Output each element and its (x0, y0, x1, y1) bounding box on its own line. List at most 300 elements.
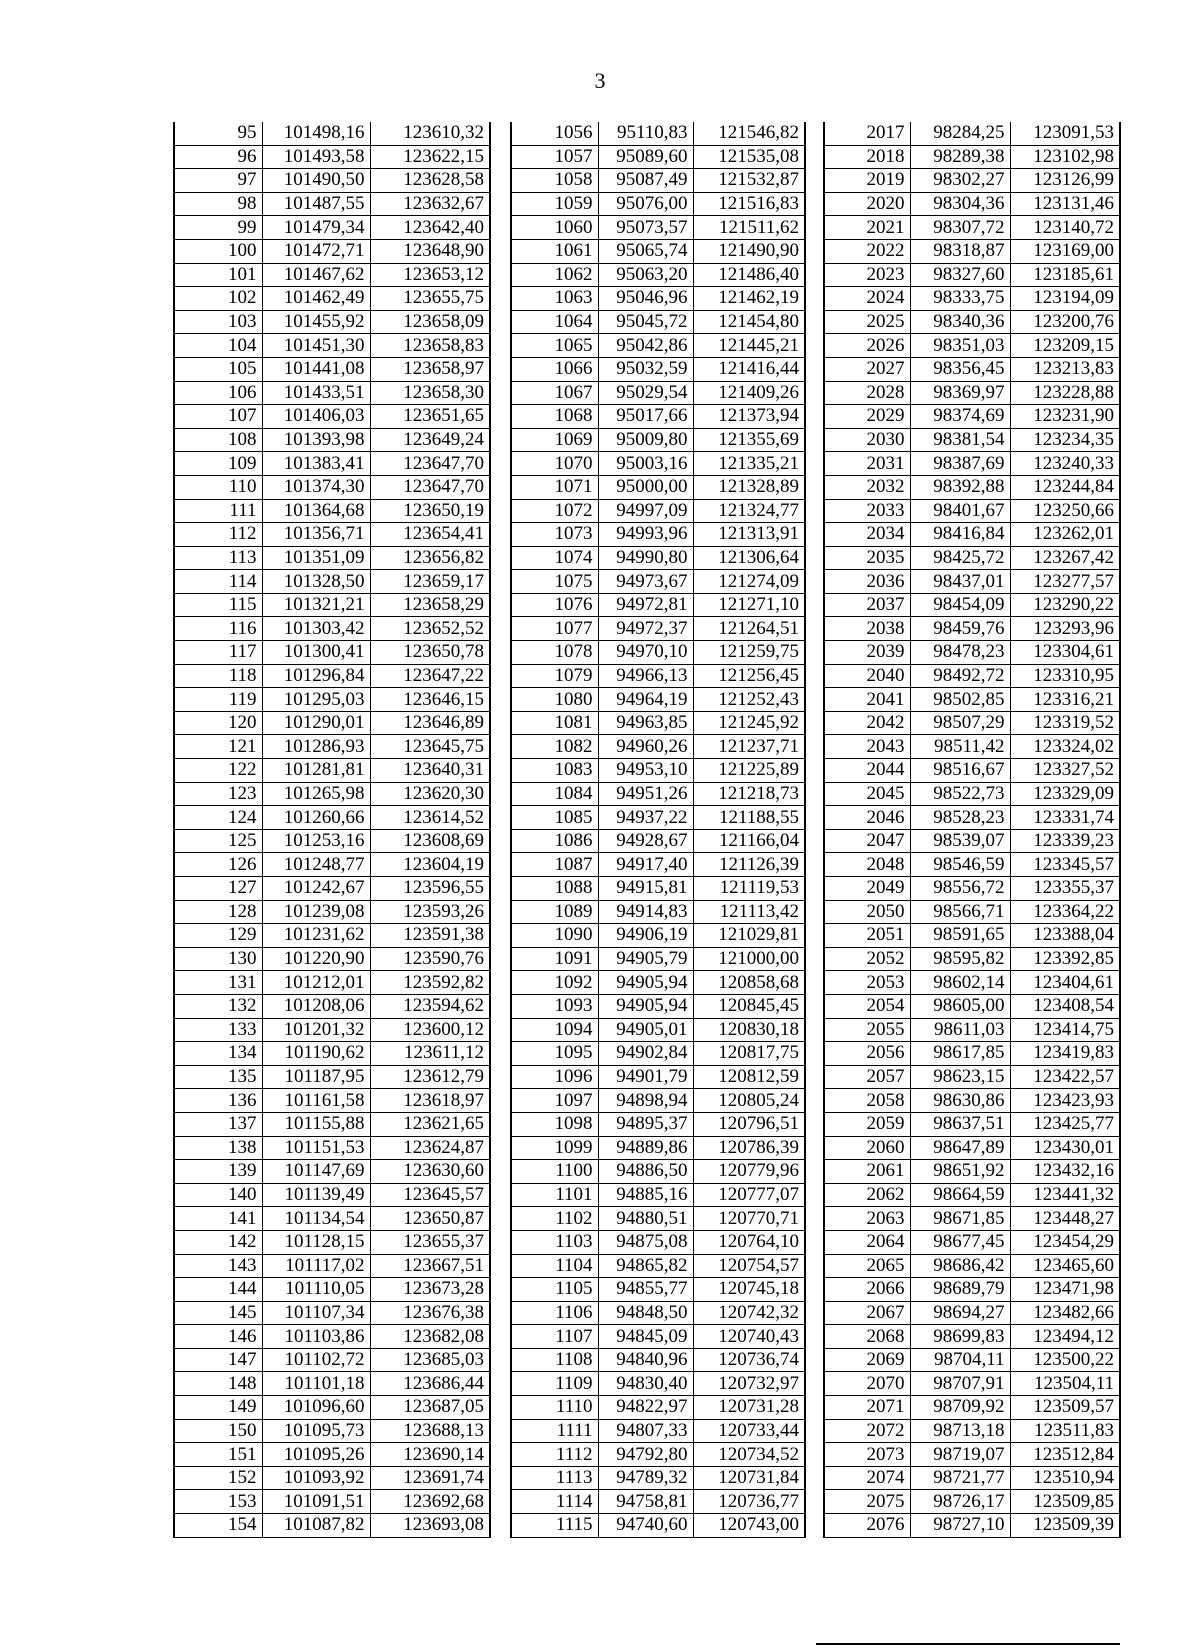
point-number-cell: 2039 (824, 641, 910, 665)
table-row (174, 593, 490, 617)
point-number-cell: 2055 (824, 1018, 910, 1042)
x-coordinate-cell: 101487,55 (262, 192, 370, 216)
point-number-cell: 1067 (511, 381, 598, 405)
y-coordinate-cell: 123140,72 (1010, 216, 1120, 240)
coordinates-table-1 (173, 122, 491, 1538)
x-coordinate-cell: 98401,67 (910, 499, 1010, 523)
point-number-cell: 2070 (824, 1372, 910, 1396)
table-row (174, 877, 490, 901)
table-row (174, 1443, 490, 1467)
point-number-cell: 133 (174, 1018, 262, 1042)
point-number-cell: 136 (174, 1089, 262, 1113)
table-row (511, 1160, 805, 1184)
x-coordinate-cell: 98318,87 (910, 239, 1010, 263)
y-coordinate-cell: 123091,53 (1010, 122, 1120, 145)
x-coordinate-cell: 94845,09 (598, 1325, 693, 1349)
y-coordinate-cell: 123590,76 (370, 947, 490, 971)
x-coordinate-cell: 101493,58 (262, 145, 370, 169)
x-coordinate-cell: 101490,50 (262, 169, 370, 193)
point-number-cell: 1107 (511, 1325, 598, 1349)
y-coordinate-cell: 123500,22 (1010, 1348, 1120, 1372)
y-coordinate-cell: 123648,90 (370, 239, 490, 263)
table-row (824, 1112, 1120, 1136)
table-row (174, 829, 490, 853)
table-row (511, 1207, 805, 1231)
y-coordinate-cell: 121252,43 (693, 688, 805, 712)
x-coordinate-cell: 101220,90 (262, 947, 370, 971)
table-row (824, 310, 1120, 334)
y-coordinate-cell: 123686,44 (370, 1372, 490, 1396)
point-number-cell: 127 (174, 877, 262, 901)
x-coordinate-cell: 94970,10 (598, 641, 693, 665)
point-number-cell: 101 (174, 263, 262, 287)
y-coordinate-cell: 123690,14 (370, 1443, 490, 1467)
point-number-cell: 1108 (511, 1348, 598, 1372)
y-coordinate-cell: 121462,19 (693, 287, 805, 311)
point-number-cell: 2073 (824, 1443, 910, 1467)
y-coordinate-cell: 123591,38 (370, 924, 490, 948)
point-number-cell: 2033 (824, 499, 910, 523)
y-coordinate-cell: 121188,55 (693, 806, 805, 830)
y-coordinate-cell: 123658,09 (370, 310, 490, 334)
x-coordinate-cell: 98507,29 (910, 711, 1010, 735)
y-coordinate-cell: 123610,32 (370, 122, 490, 145)
y-coordinate-cell: 123650,78 (370, 641, 490, 665)
point-number-cell: 1085 (511, 806, 598, 830)
point-number-cell: 2050 (824, 900, 910, 924)
point-number-cell: 150 (174, 1419, 262, 1443)
table-row (174, 570, 490, 594)
table-row (174, 994, 490, 1018)
y-coordinate-cell: 120779,96 (693, 1160, 805, 1184)
table-row (824, 1348, 1120, 1372)
table-row (174, 617, 490, 641)
table-row (174, 1396, 490, 1420)
table-row (824, 664, 1120, 688)
x-coordinate-cell: 101260,66 (262, 806, 370, 830)
table-row (511, 499, 805, 523)
table-row (824, 475, 1120, 499)
point-number-cell: 2051 (824, 924, 910, 948)
point-number-cell: 1091 (511, 947, 598, 971)
y-coordinate-cell: 123277,57 (1010, 570, 1120, 594)
x-coordinate-cell: 101467,62 (262, 263, 370, 287)
table-row (511, 1136, 805, 1160)
point-number-cell: 111 (174, 499, 262, 523)
y-coordinate-cell: 123404,61 (1010, 971, 1120, 995)
x-coordinate-cell: 98726,17 (910, 1490, 1010, 1514)
x-coordinate-cell: 95046,96 (598, 287, 693, 311)
table-row (174, 1042, 490, 1066)
table-row (511, 829, 805, 853)
y-coordinate-cell: 123659,17 (370, 570, 490, 594)
x-coordinate-cell: 98709,92 (910, 1396, 1010, 1420)
y-coordinate-cell: 120736,77 (693, 1490, 805, 1514)
x-coordinate-cell: 94906,19 (598, 924, 693, 948)
x-coordinate-cell: 98671,85 (910, 1207, 1010, 1231)
y-coordinate-cell: 120745,18 (693, 1278, 805, 1302)
table-row (824, 853, 1120, 877)
x-coordinate-cell: 101096,60 (262, 1396, 370, 1420)
table-row (174, 1325, 490, 1349)
x-coordinate-cell: 98719,07 (910, 1443, 1010, 1467)
y-coordinate-cell: 123290,22 (1010, 593, 1120, 617)
y-coordinate-cell: 123231,90 (1010, 405, 1120, 429)
table-row (511, 263, 805, 287)
y-coordinate-cell: 123692,68 (370, 1490, 490, 1514)
point-number-cell: 1111 (511, 1419, 598, 1443)
table-row (174, 947, 490, 971)
table-row (511, 1443, 805, 1467)
table-row (174, 782, 490, 806)
x-coordinate-cell: 94964,19 (598, 688, 693, 712)
table-row (511, 216, 805, 240)
y-coordinate-cell: 121126,39 (693, 853, 805, 877)
x-coordinate-cell: 94740,60 (598, 1514, 693, 1538)
point-number-cell: 2025 (824, 310, 910, 334)
point-number-cell: 1065 (511, 334, 598, 358)
y-coordinate-cell: 123621,65 (370, 1112, 490, 1136)
x-coordinate-cell: 101455,92 (262, 310, 370, 334)
point-number-cell: 1097 (511, 1089, 598, 1113)
table-row (824, 994, 1120, 1018)
x-coordinate-cell: 94963,85 (598, 711, 693, 735)
table-row (174, 1419, 490, 1443)
y-coordinate-cell: 123345,57 (1010, 853, 1120, 877)
table-row (511, 1089, 805, 1113)
y-coordinate-cell: 123423,93 (1010, 1089, 1120, 1113)
y-coordinate-cell: 121113,42 (693, 900, 805, 924)
table-row (511, 428, 805, 452)
y-coordinate-cell: 121335,21 (693, 452, 805, 476)
x-coordinate-cell: 94905,94 (598, 971, 693, 995)
x-coordinate-cell: 101364,68 (262, 499, 370, 523)
x-coordinate-cell: 94875,08 (598, 1230, 693, 1254)
x-coordinate-cell: 101110,05 (262, 1278, 370, 1302)
point-number-cell: 2045 (824, 782, 910, 806)
x-coordinate-cell: 98425,72 (910, 546, 1010, 570)
table-row (174, 192, 490, 216)
y-coordinate-cell: 123656,82 (370, 546, 490, 570)
table-row (511, 735, 805, 759)
table-row (824, 1301, 1120, 1325)
x-coordinate-cell: 95045,72 (598, 310, 693, 334)
table-row (174, 499, 490, 523)
x-coordinate-cell: 101091,51 (262, 1490, 370, 1514)
point-number-cell: 1056 (511, 122, 598, 145)
point-number-cell: 2072 (824, 1419, 910, 1443)
point-number-cell: 1110 (511, 1396, 598, 1420)
x-coordinate-cell: 101095,73 (262, 1419, 370, 1443)
y-coordinate-cell: 123652,52 (370, 617, 490, 641)
y-coordinate-cell: 123250,66 (1010, 499, 1120, 523)
point-number-cell: 98 (174, 192, 262, 216)
y-coordinate-cell: 123612,79 (370, 1065, 490, 1089)
table-row (174, 711, 490, 735)
table-row (824, 617, 1120, 641)
point-number-cell: 2074 (824, 1466, 910, 1490)
point-number-cell: 2038 (824, 617, 910, 641)
point-number-cell: 151 (174, 1443, 262, 1467)
x-coordinate-cell: 98478,23 (910, 641, 1010, 665)
point-number-cell: 105 (174, 357, 262, 381)
x-coordinate-cell: 101248,77 (262, 853, 370, 877)
x-coordinate-cell: 95032,59 (598, 357, 693, 381)
x-coordinate-cell: 98630,86 (910, 1089, 1010, 1113)
y-coordinate-cell: 123419,83 (1010, 1042, 1120, 1066)
x-coordinate-cell: 101231,62 (262, 924, 370, 948)
point-number-cell: 1062 (511, 263, 598, 287)
point-number-cell: 96 (174, 145, 262, 169)
x-coordinate-cell: 94937,22 (598, 806, 693, 830)
y-coordinate-cell: 123688,13 (370, 1419, 490, 1443)
table-row (174, 122, 490, 145)
table-row (174, 169, 490, 193)
table-row (824, 877, 1120, 901)
point-number-cell: 104 (174, 334, 262, 358)
table-row (511, 924, 805, 948)
point-number-cell: 1105 (511, 1278, 598, 1302)
table-row (824, 263, 1120, 287)
point-number-cell: 2029 (824, 405, 910, 429)
y-coordinate-cell: 121532,87 (693, 169, 805, 193)
table-row (511, 759, 805, 783)
point-number-cell: 1075 (511, 570, 598, 594)
table-row (824, 405, 1120, 429)
point-number-cell: 139 (174, 1160, 262, 1184)
x-coordinate-cell: 101134,54 (262, 1207, 370, 1231)
x-coordinate-cell: 101393,98 (262, 428, 370, 452)
point-number-cell: 2024 (824, 287, 910, 311)
table-row (511, 1396, 805, 1420)
y-coordinate-cell: 120742,32 (693, 1301, 805, 1325)
point-number-cell: 1087 (511, 853, 598, 877)
table-row (511, 1183, 805, 1207)
y-coordinate-cell: 123324,02 (1010, 735, 1120, 759)
y-coordinate-cell: 120732,97 (693, 1372, 805, 1396)
table-row (824, 1372, 1120, 1396)
y-coordinate-cell: 123658,29 (370, 593, 490, 617)
x-coordinate-cell: 101321,21 (262, 593, 370, 617)
x-coordinate-cell: 94972,81 (598, 593, 693, 617)
point-number-cell: 2071 (824, 1396, 910, 1420)
table-row (824, 688, 1120, 712)
y-coordinate-cell: 123691,74 (370, 1466, 490, 1490)
x-coordinate-cell: 95009,80 (598, 428, 693, 452)
x-coordinate-cell: 94830,40 (598, 1372, 693, 1396)
x-coordinate-cell: 98511,42 (910, 735, 1010, 759)
point-number-cell: 1088 (511, 877, 598, 901)
x-coordinate-cell: 95076,00 (598, 192, 693, 216)
x-coordinate-cell: 94885,16 (598, 1183, 693, 1207)
point-number-cell: 1072 (511, 499, 598, 523)
x-coordinate-cell: 98546,59 (910, 853, 1010, 877)
point-number-cell: 1090 (511, 924, 598, 948)
y-coordinate-cell: 123608,69 (370, 829, 490, 853)
y-coordinate-cell: 123331,74 (1010, 806, 1120, 830)
y-coordinate-cell: 123509,85 (1010, 1490, 1120, 1514)
x-coordinate-cell: 98437,01 (910, 570, 1010, 594)
table-row (174, 688, 490, 712)
x-coordinate-cell: 94898,94 (598, 1089, 693, 1113)
table-row (824, 169, 1120, 193)
y-coordinate-cell: 123640,31 (370, 759, 490, 783)
x-coordinate-cell: 101441,08 (262, 357, 370, 381)
point-number-cell: 2075 (824, 1490, 910, 1514)
table-row (824, 1396, 1120, 1420)
point-number-cell: 140 (174, 1183, 262, 1207)
point-number-cell: 2028 (824, 381, 910, 405)
point-number-cell: 2041 (824, 688, 910, 712)
point-number-cell: 1058 (511, 169, 598, 193)
table-row (511, 145, 805, 169)
table-row (174, 334, 490, 358)
y-coordinate-cell: 121225,89 (693, 759, 805, 783)
point-number-cell: 2027 (824, 357, 910, 381)
x-coordinate-cell: 94960,26 (598, 735, 693, 759)
y-coordinate-cell: 121313,91 (693, 523, 805, 547)
x-coordinate-cell: 101103,86 (262, 1325, 370, 1349)
point-number-cell: 1106 (511, 1301, 598, 1325)
x-coordinate-cell: 98307,72 (910, 216, 1010, 240)
y-coordinate-cell: 121218,73 (693, 782, 805, 806)
point-number-cell: 126 (174, 853, 262, 877)
table-row (174, 1136, 490, 1160)
table-row (824, 759, 1120, 783)
y-coordinate-cell: 123654,41 (370, 523, 490, 547)
y-coordinate-cell: 123267,42 (1010, 546, 1120, 570)
table-row (824, 735, 1120, 759)
point-number-cell: 1078 (511, 641, 598, 665)
x-coordinate-cell: 98727,10 (910, 1514, 1010, 1538)
table-row (824, 1136, 1120, 1160)
point-number-cell: 1098 (511, 1112, 598, 1136)
y-coordinate-cell: 123653,12 (370, 263, 490, 287)
y-coordinate-cell: 121409,26 (693, 381, 805, 405)
point-number-cell: 1109 (511, 1372, 598, 1396)
x-coordinate-cell: 94966,13 (598, 664, 693, 688)
y-coordinate-cell: 121324,77 (693, 499, 805, 523)
point-number-cell: 152 (174, 1466, 262, 1490)
point-number-cell: 112 (174, 523, 262, 547)
point-number-cell: 2068 (824, 1325, 910, 1349)
point-number-cell: 1069 (511, 428, 598, 452)
table-row (824, 1490, 1120, 1514)
y-coordinate-cell: 123504,11 (1010, 1372, 1120, 1396)
x-coordinate-cell: 98707,91 (910, 1372, 1010, 1396)
x-coordinate-cell: 94905,01 (598, 1018, 693, 1042)
x-coordinate-cell: 98623,15 (910, 1065, 1010, 1089)
y-coordinate-cell: 123209,15 (1010, 334, 1120, 358)
point-number-cell: 2023 (824, 263, 910, 287)
x-coordinate-cell: 94993,96 (598, 523, 693, 547)
y-coordinate-cell: 123454,29 (1010, 1230, 1120, 1254)
point-number-cell: 1094 (511, 1018, 598, 1042)
y-coordinate-cell: 123646,15 (370, 688, 490, 712)
y-coordinate-cell: 123262,01 (1010, 523, 1120, 547)
point-number-cell: 129 (174, 924, 262, 948)
y-coordinate-cell: 123240,33 (1010, 452, 1120, 476)
point-number-cell: 2052 (824, 947, 910, 971)
table-row (174, 1466, 490, 1490)
table-row (174, 452, 490, 476)
x-coordinate-cell: 98492,72 (910, 664, 1010, 688)
table-row (511, 853, 805, 877)
table-row (174, 216, 490, 240)
point-number-cell: 2056 (824, 1042, 910, 1066)
x-coordinate-cell: 101498,16 (262, 122, 370, 145)
x-coordinate-cell: 94990,80 (598, 546, 693, 570)
y-coordinate-cell: 123432,16 (1010, 1160, 1120, 1184)
table-row (824, 1419, 1120, 1443)
x-coordinate-cell: 95110,83 (598, 122, 693, 145)
point-number-cell: 114 (174, 570, 262, 594)
table-row (174, 1018, 490, 1042)
x-coordinate-cell: 101117,02 (262, 1254, 370, 1278)
x-coordinate-cell: 101151,53 (262, 1136, 370, 1160)
y-coordinate-cell: 120754,57 (693, 1254, 805, 1278)
table-row (511, 617, 805, 641)
table-row (511, 546, 805, 570)
table-row (174, 853, 490, 877)
table-row (174, 1278, 490, 1302)
point-number-cell: 147 (174, 1348, 262, 1372)
x-coordinate-cell: 101433,51 (262, 381, 370, 405)
point-number-cell: 115 (174, 593, 262, 617)
y-coordinate-cell: 120736,74 (693, 1348, 805, 1372)
y-coordinate-cell: 123673,28 (370, 1278, 490, 1302)
point-number-cell: 1074 (511, 546, 598, 570)
point-number-cell: 103 (174, 310, 262, 334)
x-coordinate-cell: 94848,50 (598, 1301, 693, 1325)
x-coordinate-cell: 101190,62 (262, 1042, 370, 1066)
table-row (824, 216, 1120, 240)
y-coordinate-cell: 121166,04 (693, 829, 805, 853)
x-coordinate-cell: 101208,06 (262, 994, 370, 1018)
point-number-cell: 148 (174, 1372, 262, 1396)
table-row (824, 122, 1120, 145)
table-row (174, 664, 490, 688)
table-row (511, 782, 805, 806)
point-number-cell: 146 (174, 1325, 262, 1349)
x-coordinate-cell: 101139,49 (262, 1183, 370, 1207)
x-coordinate-cell: 94905,79 (598, 947, 693, 971)
table-row (174, 806, 490, 830)
point-number-cell: 1081 (511, 711, 598, 735)
x-coordinate-cell: 101356,71 (262, 523, 370, 547)
point-number-cell: 2065 (824, 1254, 910, 1278)
x-coordinate-cell: 94928,67 (598, 829, 693, 853)
point-number-cell: 120 (174, 711, 262, 735)
x-coordinate-cell: 94895,37 (598, 1112, 693, 1136)
x-coordinate-cell: 98516,67 (910, 759, 1010, 783)
table-row (824, 192, 1120, 216)
x-coordinate-cell: 101472,71 (262, 239, 370, 263)
table-row (511, 806, 805, 830)
table-row (824, 239, 1120, 263)
point-number-cell: 123 (174, 782, 262, 806)
x-coordinate-cell: 95017,66 (598, 405, 693, 429)
y-coordinate-cell: 123651,65 (370, 405, 490, 429)
x-coordinate-cell: 98689,79 (910, 1278, 1010, 1302)
y-coordinate-cell: 121237,71 (693, 735, 805, 759)
x-coordinate-cell: 98333,75 (910, 287, 1010, 311)
x-coordinate-cell: 98539,07 (910, 829, 1010, 853)
page-number: 3 (594, 68, 606, 93)
y-coordinate-cell: 123685,03 (370, 1348, 490, 1372)
x-coordinate-cell: 101212,01 (262, 971, 370, 995)
y-coordinate-cell: 123658,97 (370, 357, 490, 381)
